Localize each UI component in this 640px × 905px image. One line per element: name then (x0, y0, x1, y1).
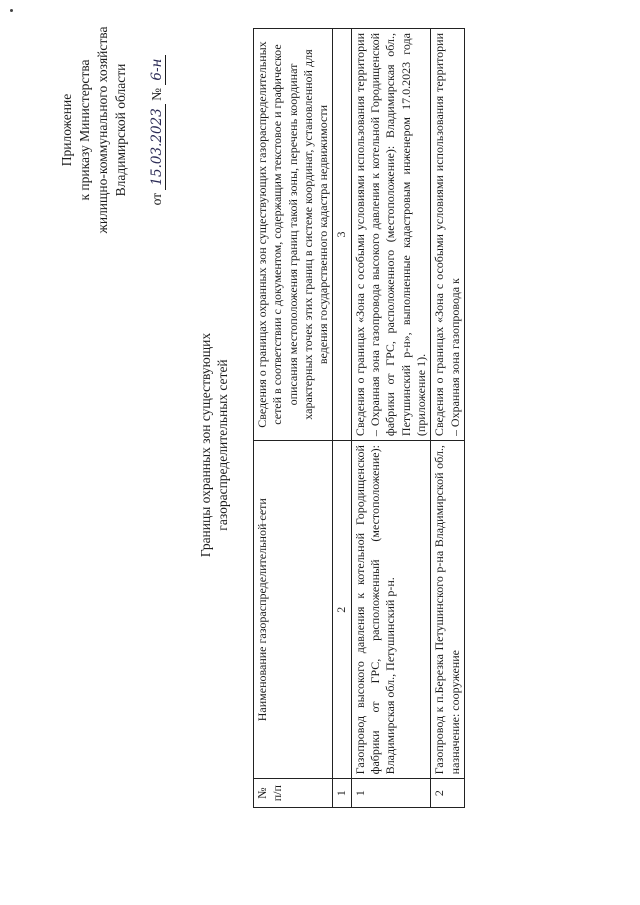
appendix-block (58, 15, 166, 245)
title-line-2: газораспределительных сетей (215, 359, 230, 531)
row-num (431, 779, 465, 808)
column-number-row (333, 29, 351, 808)
table-row (351, 29, 430, 808)
zones-table (253, 28, 465, 808)
row-info: Сведения о границах «Зона с особыми условиями использования территории – Охранная зона газопровода высокого давления к котельной Городищенской фабрики от ГРС, расположенного (местоположение): Владимирская обл., Петушинский р-н», выполненные кадастровым инженером 17.0.2023 года (приложение 1). (351, 29, 430, 441)
header-name: Наименование газораспределительной сети (254, 441, 333, 779)
appendix-line-1: к приказу Министерства (77, 59, 92, 201)
row-name: Газопровод высокого давления к котельной Городищенской фабрики от ГРС, расположенный (местоположение): Владимирская обл., Петушинский р-н. (351, 441, 430, 779)
table-header-row (254, 29, 333, 808)
col-number-3: 3 (333, 29, 351, 441)
header-num: № п/п (254, 779, 333, 808)
date-prefix: от (149, 192, 164, 206)
row-info-text: Сведения о границах «Зона с особыми условиями использования территории – Охранная зона газопровода к (432, 33, 462, 437)
scan-speck (10, 9, 13, 12)
row-info (431, 29, 465, 441)
document-title (197, 185, 231, 705)
order-date: 15.03.2023 (149, 104, 166, 189)
row-num-text: 2 (432, 790, 447, 797)
number-prefix: № (149, 88, 164, 101)
order-date-line (148, 15, 166, 245)
table-row (431, 29, 465, 808)
appendix-title: Приложение (59, 93, 74, 167)
appendix-line-3: Владимирской области (113, 63, 128, 197)
header-info: Сведения о границах охранных зон существующих газораспределительных сетей в соответствии с документом, содержащим текстовое и графическое описания местоположения границ такой зоны, перечень координат характерных точек этих границ в системе координат, установленной для ведения государственного кадастра недвижимости (254, 29, 333, 441)
row-num: 1 (351, 779, 430, 808)
title-line-1: Границы охранных зон существующих (198, 332, 213, 558)
row-name (431, 441, 465, 779)
appendix-line-2: жилищно-коммунального хозяйства (95, 26, 110, 234)
col-number-2: 2 (333, 441, 351, 779)
order-number: 6-н (149, 55, 166, 85)
col-number-1: 1 (333, 779, 351, 808)
row-name-text: Газопровод к п.Березка Петушинского р-на Владимирской обл., назначение: сооружение (432, 445, 462, 775)
